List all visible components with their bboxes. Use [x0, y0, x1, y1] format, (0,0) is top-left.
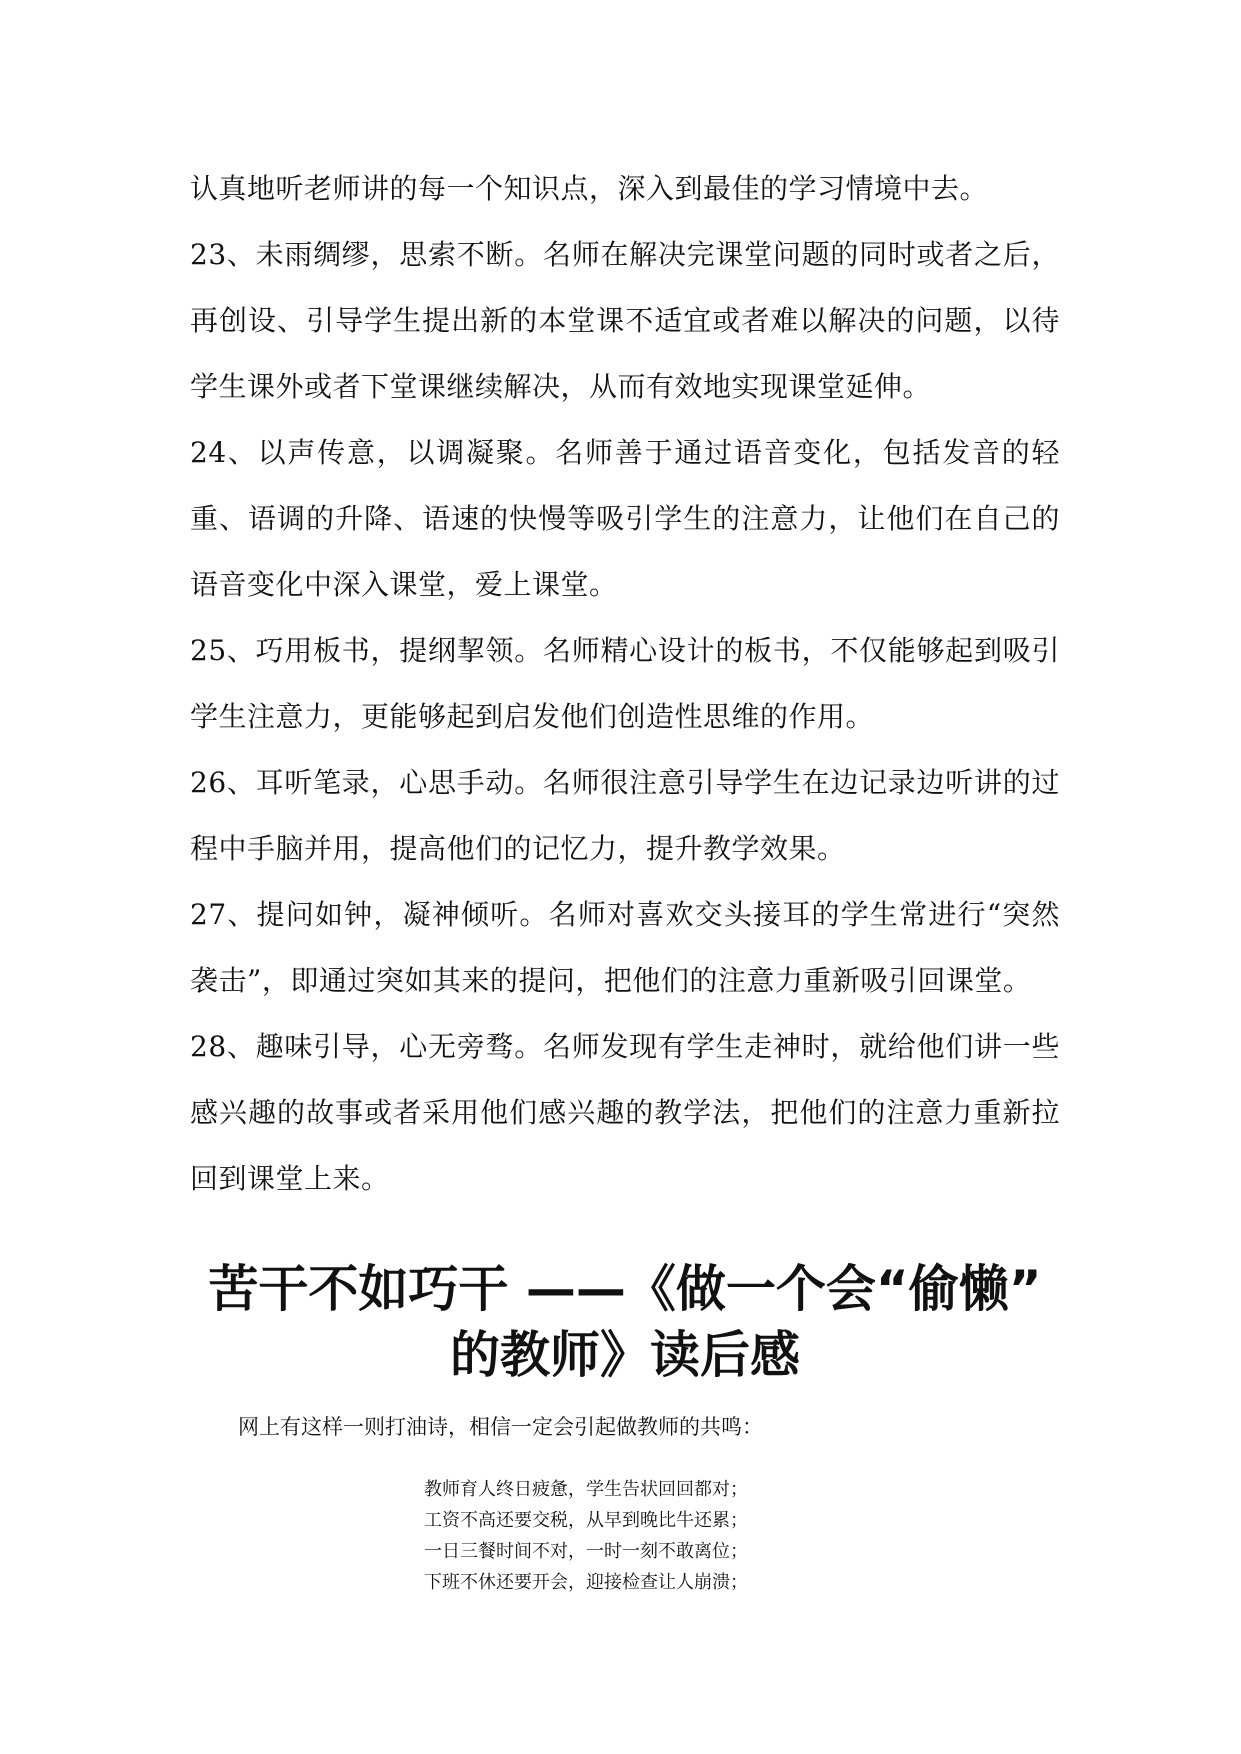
- paragraph-item-28: 28、趣味引导，心无旁骛。名师发现有学生走神时，就给他们讲一些感兴趣的故事或者采用他们感兴趣的教学法，把他们的注意力重新拉回到课堂上来。: [190, 1030, 1060, 1195]
- paragraph-item-27: 27、提问如钟，凝神倾听。名师对喜欢交头接耳的学生常进行“突然袭击”，即通过突如其来的提问，把他们的注意力重新吸引回课堂。: [190, 898, 1060, 997]
- article-intro: 网上有这样一则打油诗，相信一定会引起做教师的共鸣：: [238, 1415, 763, 1439]
- paragraph-continuation: 认真地听老师讲的每一个知识点，深入到最佳的学习情境中去。: [190, 172, 989, 205]
- paragraph-item-24: 24、以声传意，以调凝聚。名师善于通过语音变化，包括发音的轻重、语调的升降、语速的快慢等吸引学生的注意力，让他们在自己的语音变化中深入课堂，爱上课堂。: [190, 436, 1060, 601]
- poem-line-1: 教师育人终日疲惫，学生告状回回都对；: [424, 1479, 748, 1500]
- article-title-line-1: 苦干不如巧干 ——《做一个会“偷懒”: [208, 1260, 1042, 1318]
- poem-line-4: 下班不休还要开会，迎接检查让人崩溃；: [424, 1572, 748, 1593]
- article-title-line-2: 的教师》读后感: [450, 1326, 800, 1384]
- paragraph-item-26: 26、耳听笔录，心思手动。名师很注意引导学生在边记录边听讲的过程中手脑并用，提高他们的记忆力，提升教学效果。: [190, 766, 1060, 865]
- poem-line-3: 一日三餐时间不对，一时一刻不敢离位；: [424, 1541, 748, 1562]
- poem: [424, 1474, 904, 1598]
- poem-line-2: 工资不高还要交税，从早到晚比牛还累；: [424, 1510, 748, 1531]
- body-text: [190, 156, 1060, 1212]
- paragraph-item-23: 23、未雨绸缪，思索不断。名师在解决完课堂问题的同时或者之后，再创设、引导学生提出新的本堂课不适宜或者难以解决的问题，以待学生课外或者下堂课继续解决，从而有效地实现课堂延伸。: [190, 238, 1060, 403]
- paragraph-item-25: 25、巧用板书，提纲挈领。名师精心设计的板书，不仅能够起到吸引学生注意力，更能够起到启发他们创造性思维的作用。: [190, 634, 1060, 733]
- article-title: [150, 1256, 1100, 1388]
